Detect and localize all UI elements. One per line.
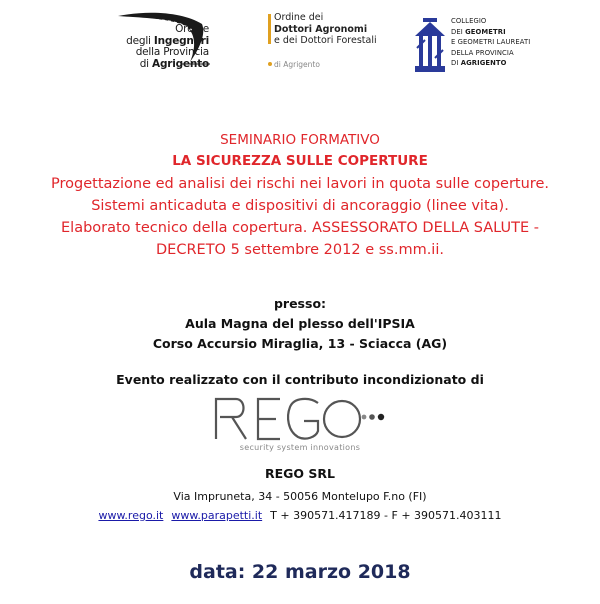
seminar-title: LA SICUREZZA SULLE COPERTURE	[172, 153, 428, 169]
event-date: data: 22 marzo 2018	[189, 561, 411, 583]
ordine-ingegneri-logo: Ordine degli Ingegneri della Provincia di Agrigento	[78, 8, 213, 76]
agr-line1: Ordine dei	[274, 12, 324, 23]
geo-line4: DELLA PROVINCIA	[451, 48, 514, 57]
seminar-description	[0, 173, 600, 261]
venue-line2: Corso Accursio Miraglia, 13 - Sciacca (AG)	[152, 336, 448, 351]
collegio-geometri-logo: COLLEGIO DEI GEOMETRI E GEOMETRI LAUREATI DELLA PROVINCIA DI AGRIGENTO	[413, 16, 553, 80]
geo-line1: COLLEGIO	[451, 17, 487, 25]
sponsor-intro: Evento realizzato con il contributo incondizionato di	[116, 372, 484, 387]
seminar-desc-line: DECRETO 5 settembre 2012 e ss.mm.ii.	[156, 242, 444, 258]
rego-wordmark-icon	[210, 393, 390, 443]
logos-header	[0, 0, 600, 90]
agronomi-dot	[268, 62, 272, 66]
venue-line1: Aula Magna del plesso dell'IPSIA	[185, 316, 415, 331]
rego-website-link[interactable]: www.rego.it	[98, 509, 164, 522]
venue-label: presso:	[273, 296, 327, 311]
company-address: Via Impruneta, 34 - 50056 Montelupo F.no (FI)	[173, 490, 427, 503]
agr-line4: di Agrigento	[274, 60, 320, 69]
seminar-desc-line: Elaborato tecnico della copertura. ASSESSORATO DELLA SALUTE -	[61, 220, 539, 236]
company-name: REGO SRL	[265, 466, 335, 481]
agr-line3: e dei Dottori Forestali	[274, 35, 377, 46]
venue-block	[0, 294, 600, 354]
ing-bold-agrigento: Agrigento	[152, 57, 209, 70]
rego-tagline: security system innovations	[239, 443, 361, 452]
ing-bold-ingegneri: Ingegneri	[153, 34, 209, 47]
temple-crest-icon	[413, 18, 447, 74]
geo-bold-agrigento: AGRIGENTO	[460, 59, 507, 67]
phone-fax-numbers: T + 390571.417189 - F + 390571.403111	[270, 509, 502, 522]
agronomi-accent-bar	[268, 14, 271, 44]
seminar-label: SEMINARIO FORMATIVO	[220, 132, 380, 148]
rego-logo	[210, 393, 390, 461]
agr-line2: Dottori Agronomi	[274, 23, 368, 35]
seminar-desc-line: Progettazione ed analisi dei rischi nei lavori in quota sulle coperture.	[51, 176, 549, 192]
company-contacts	[0, 509, 600, 522]
seminar-desc-line: Sistemi anticaduta e dispositivi di ancoraggio (linee vita).	[91, 198, 509, 214]
parapetti-website-link[interactable]: www.parapetti.it	[171, 509, 263, 522]
ordine-agronomi-logo	[268, 12, 398, 74]
ing-line3: della Provincia	[135, 46, 209, 58]
ing-line1: Ordine	[175, 23, 209, 35]
geo-bold-geometri: GEOMETRI	[465, 27, 506, 36]
geo-line3: E GEOMETRI LAUREATI	[451, 38, 531, 46]
